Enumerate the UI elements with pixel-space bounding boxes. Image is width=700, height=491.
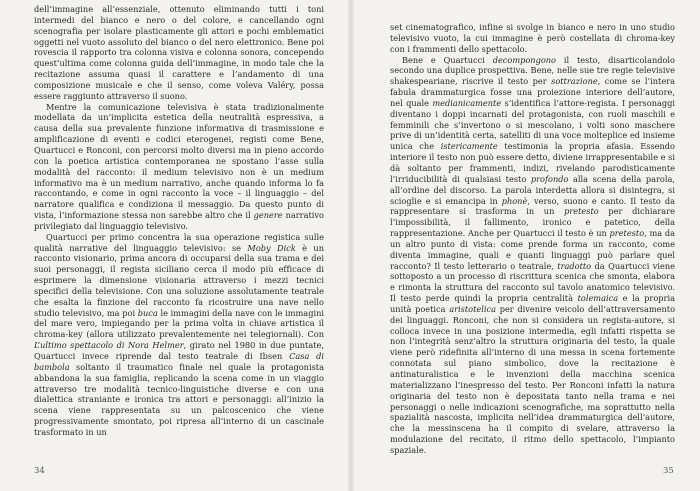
paragraph <box>34 102 324 232</box>
right-page-body <box>390 22 675 456</box>
paragraph <box>390 55 675 456</box>
text-run: testimonia la propria afasia. Essendo interiore il testo non può essere detto, diviene irrappresentabile e si dà soltanto per frammenti, indizi, rivelando parodisticamente l’irriducibilità di qualsiasi testo <box>390 141 675 184</box>
italic-text: sottrazione <box>551 76 598 87</box>
italic-text: pretesto <box>564 206 599 217</box>
text-run: s’identifica l’attore-regista. I personaggi diventano i doppi incarnati del protagonista, con ruoli maschili e femminili che s’invertono o si mescolano, i volti sono maschere prive di un’identità certa, satelliti di una voce molteplice ed insieme unica che <box>390 97 675 152</box>
text-run: alla scena della parola, all’ordine del discorso. La parola interdetta allora si disintegra, si scioglie e si emancipa in <box>390 173 675 206</box>
paragraph <box>34 232 324 438</box>
italic-text: phonè <box>501 195 528 206</box>
text-run: per divenire veicolo dell’attraversamento dei linguaggi. Ronconi, che non si considera un regista-autore, si colloca invece in una posizione intermedia, egli infatti rispetta se non l’integrità senz’altro la struttura originaria del testo, la quale viene però ridefinita all’interno di una messa in scena fortemente connotata sul piano simbolico, dove la recitazione è antinaturalistica e le invenzioni della macchina scenica materializzano l’inespresso del testo. Per Ronconi infatti la natura originaria del testo non è depositata tanto nella trama e nei personaggi o nelle indicazioni scenografiche, ma soprattutto nella spazialità nascosta, implicita nell’idea drammaturgica dell’autore, che la messinscena ha il compito di svelare, attraverso la modulazione del recitato, il ritmo dello spettacolo, l’impianto spaziale. <box>390 303 676 455</box>
text-run: , verso, suono e canto. Il testo da rappresentare si trasforma in un <box>390 195 675 217</box>
italic-text: buca <box>137 307 158 318</box>
text-run: set cinematografico, infine si svolge in bianco e nero in uno studio televisivo vuoto, la cui immagine è però costellata di chroma-key con i frammenti dello spettacolo. <box>390 22 675 54</box>
text-run: è un racconto visionario, prima ancora di occuparsi della sua trama e dei suoi personaggi, il regista siciliano cerca il modo più efficace di esprimere la dimensione visionaria attraverso i mezzi tecnici specifici della televisione. Con una soluzione assolutamente teatrale che esalta la finzione del racconto fa ricostruire una nave nello studio televisivo, ma poi <box>34 242 324 318</box>
text-run: il testo, disarticolandolo secondo una duplice prospettiva. Bene, nelle sue tre regie televisive shakespeariane, riscrive il testo per <box>390 54 675 87</box>
text-run: , girato nel 1980 in due puntate, Quartucci invece riprende dal testo teatrale di Ibsen <box>34 340 324 361</box>
italic-text: Moby Dick <box>247 242 296 253</box>
text-run: Quartucci per primo concentra la sua operazione registica sulle qualità narrative del linguaggio televisivo: se <box>34 231 324 253</box>
text-run: , ma da un altro punto di vista: come prende forma un racconto, come diventa immagine, quali e quanti linguaggi può parlare quel racconto? Il testo letterario o teatrale, <box>390 228 675 271</box>
text-run: per dichiarare l’impossibilità, il fallimento, ironico e patetico, della rappresentazione. Anche per Quartucci il testo è un <box>390 206 675 239</box>
italic-text: tolemaica <box>577 293 619 304</box>
text-run: da Quartucci viene sottoposto a un processo di riscrittura scenica che smonta, elabora e rimonta la struttura del racconto sul tavolo anatomico televisivo. Il testo perde quindi la propria centralità <box>390 260 676 304</box>
text-run: , come se l’intera fabula drammaturgica fosse una proiezione interiore dell’autore, nel quale <box>390 76 675 108</box>
italic-text: tradotto <box>557 260 592 271</box>
paragraph <box>390 22 675 55</box>
italic-text: aristotelica <box>449 303 497 314</box>
right-page <box>350 0 700 491</box>
italic-text: genere <box>253 210 283 221</box>
paragraph <box>34 4 324 102</box>
italic-text: decompongono <box>492 54 556 65</box>
italic-text: Casa di bambola <box>34 351 324 372</box>
page-number-left: 34 <box>34 466 45 476</box>
text-run: dell’immagine all’essenziale, ottenuto eliminando tutti i toni intermedi del bianco e nero o del colore, e cancellando ogni scenografia per isolare plasticamente gli attori e pochi emblematici oggetti nel vuoto assoluto del bianco o del nero elettronico. Bene poi rovescia il rapporto tra colonna visiva e colonna sonora, concependo quest’ultima come colonna guida dell’immagine, in modo tale che la recitazione assuma quasi il carattere e l’andamento di una composizione musicale e che il senso, come voleva Valéry, possa essere raggiunto attraverso il suono. <box>34 4 324 101</box>
text-run: soltanto il traumatico finale nel quale la protagonista abbandona la sua famiglia, replicando la scena come in un viaggio attraverso tre modalità tecnico-linguistiche diverse e con una dialettica straniante e ironica tra attori e personaggi: all’inizio la scena viene rappresentata su un palcoscenico che viene progressivamente smontato, poi ripresa all’interno di un cascinale trasformato in un <box>34 361 324 437</box>
text-run: le immagini della nave con le immagini del mare vero, impiegando per la prima volta in chiave artistica il chroma-key (allora utilizzato prevalentemente nei telegiornali). Con <box>34 307 324 340</box>
italic-text: pretesto <box>609 228 645 239</box>
text-run: e la propria unità poetica <box>390 293 675 314</box>
left-page-body <box>34 4 324 438</box>
italic-text: profondo <box>530 173 569 184</box>
text-run: Bene e Quartucci <box>402 54 493 65</box>
text-run: narrativo privilegiato dal linguaggio televisivo. <box>34 210 324 231</box>
italic-text: L’ultimo spettacolo di Nora Helmer <box>34 340 184 351</box>
italic-text: medianicamente <box>432 97 502 108</box>
italic-text: istericamente <box>440 141 498 152</box>
page-number-right: 35 <box>663 466 674 476</box>
text-run: Mentre la comunicazione televisiva è stata tradizionalmente modellata da un’implicita estetica della neutralità espressiva, a causa della sua prevalente funzione informativa di trasmissione e amplificazione di eventi e codici eterogenei, registi come Bene, Quartucci e Ronconi, con percorsi molto diversi ma in pieno accordo con la poetica artistica contemporanea ne spostano l’asse sulla modalità del racconto: il medium televisivo non è un medium informativo ma è un medium narrativo, anche quando informa lo fa raccontando, e come in ogni racconto la voce – il linguaggio – del narratore qualifica e condiziona il messaggio. Da questo punto di vista, l’informazione stessa non sarebbe altro che il <box>34 101 324 221</box>
